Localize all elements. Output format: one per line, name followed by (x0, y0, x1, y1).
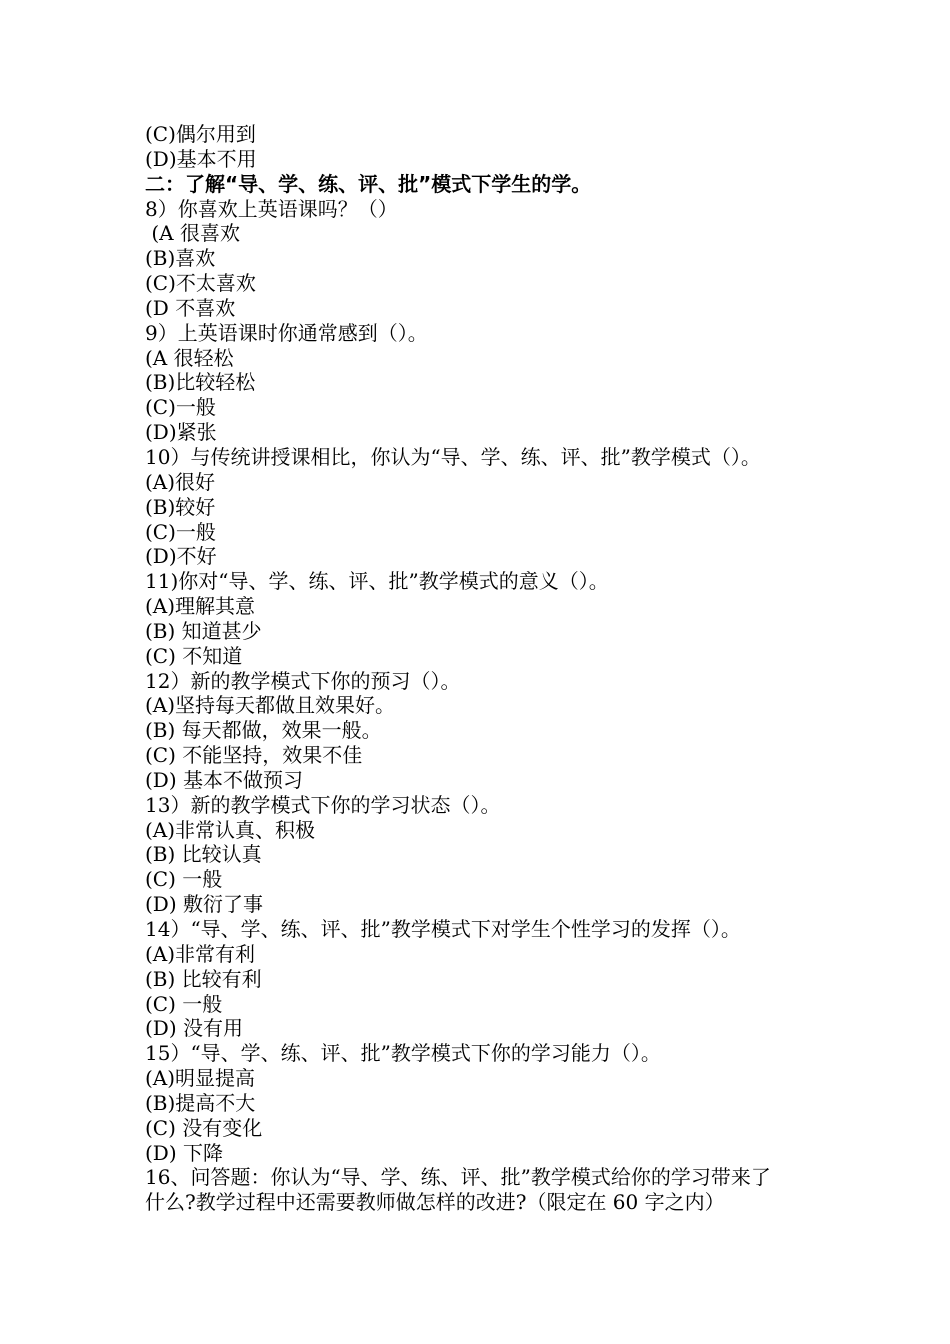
option-line: (D) 下降 (145, 1140, 223, 1165)
option-line: (A)理解其意 (145, 594, 256, 619)
question-15: 15）“导、学、练、评、批”教学模式下你的学习能力（）。 (145, 1041, 661, 1066)
option-line: (A)明显提高 (145, 1066, 256, 1091)
option-line: (C)一般 (145, 519, 216, 544)
option-line: (B)提高不大 (145, 1090, 256, 1115)
option-line: (B) 知道甚少 (145, 618, 262, 643)
question-11: 11)你对“导、学、练、评、批”教学模式的意义（）。 (145, 569, 609, 594)
option-line: (A)非常认真、积极 (145, 817, 316, 842)
question-12: 12）新的教学模式下你的预习（）。 (145, 668, 461, 693)
document-page (145, 122, 815, 1215)
option-line: (C) 不知道 (145, 643, 243, 668)
option-line: (B) 每天都做，效果一般。 (145, 718, 382, 743)
option-line: (D) 没有用 (145, 1016, 243, 1041)
question-14: 14）“导、学、练、评、批”教学模式下对学生个性学习的发挥（）。 (145, 917, 741, 941)
option-line: (B)较好 (145, 494, 216, 519)
option-line: (D) 基本不做预习 (145, 767, 303, 792)
option-line: (A)很好 (145, 469, 216, 494)
option-line: (C)一般 (145, 395, 216, 420)
option-line: (D)不好 (145, 544, 217, 569)
option-line: (C)不太喜欢 (145, 271, 256, 296)
question-16-line-2: 什么?教学过程中还需要教师做怎样的改进?（限定在 60 字之内） (145, 1190, 725, 1215)
option-line: (A 很喜欢 (145, 221, 240, 246)
question-9: 9）上英语课时你通常感到（）。 (145, 320, 428, 345)
question-8: 8）你喜欢上英语课吗？（） (145, 196, 398, 221)
section-heading: 二：了解“导、学、练、评、批”模式下学生的学。 (145, 171, 592, 196)
option-line: (C)偶尔用到 (145, 122, 256, 146)
option-line: (D)紧张 (145, 420, 217, 445)
question-10: 10）与传统讲授课相比，你认为“导、学、练、评、批”教学模式（）。 (145, 444, 761, 469)
option-line: (D 不喜欢 (145, 295, 236, 320)
option-line: (B)比较轻松 (145, 370, 256, 395)
option-line: (B)喜欢 (145, 246, 216, 271)
option-line: (D) 敷衍了事 (145, 892, 263, 917)
option-line: (A)坚持每天都做且效果好。 (145, 693, 396, 718)
option-line: (C) 没有变化 (145, 1115, 263, 1140)
option-line: (A)非常有利 (145, 941, 256, 966)
option-line: (D)基本不用 (145, 146, 257, 171)
option-line: (C) 不能坚持，效果不佳 (145, 743, 363, 768)
option-line: (A 很轻松 (145, 345, 234, 370)
question-16-line-1: 16、问答题：你认为“导、学、练、评、批”教学模式给你的学习带来了 (145, 1165, 771, 1190)
option-line: (C) 一般 (145, 991, 223, 1016)
question-13: 13）新的教学模式下你的学习状态（）。 (145, 792, 501, 817)
option-line: (B) 比较认真 (145, 842, 262, 867)
option-line: (B) 比较有利 (145, 966, 262, 991)
option-line: (C) 一般 (145, 867, 223, 892)
